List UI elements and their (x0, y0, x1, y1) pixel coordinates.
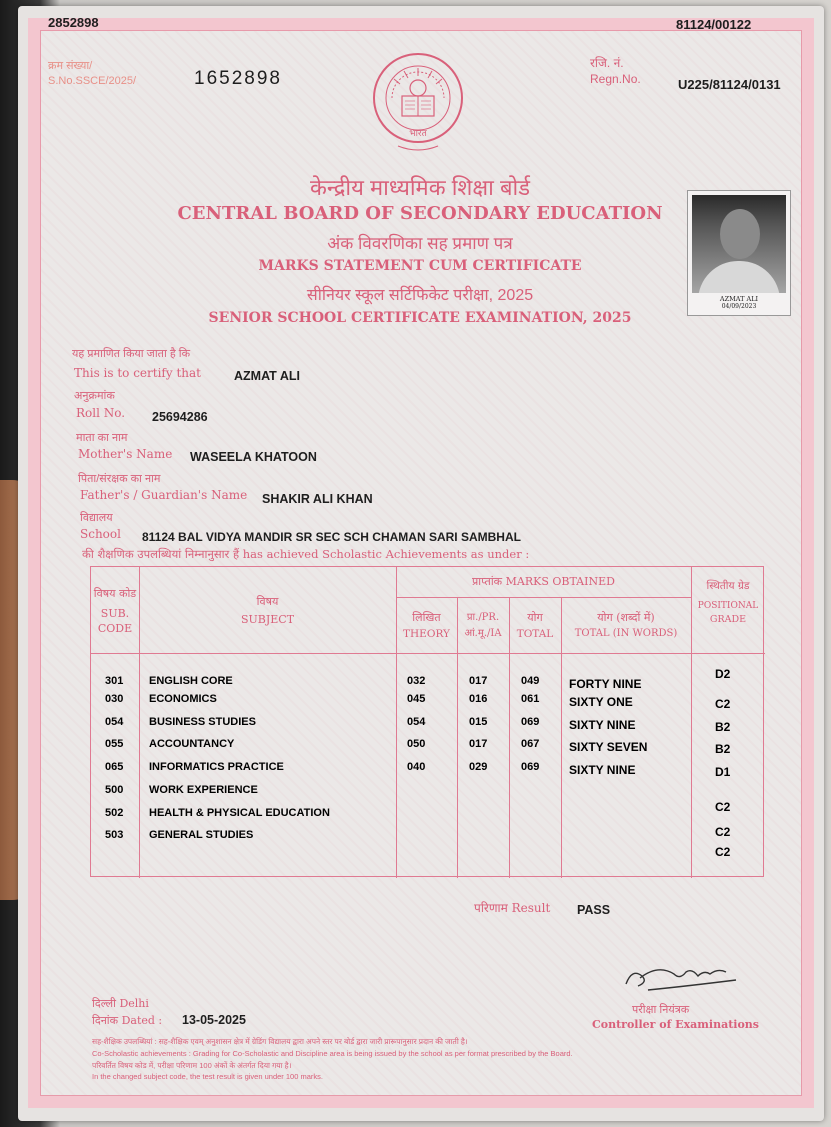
cell-code: 054 (105, 716, 124, 728)
cell-words: FORTY NINE (569, 677, 642, 691)
candidate-name: AZMAT ALI (234, 369, 300, 383)
th-subject-en: SUBJECT (240, 613, 295, 626)
cell-subject: HEALTH & PHYSICAL EDUCATION (149, 807, 330, 819)
cell-theory: 040 (407, 761, 426, 773)
controller-label-en: Controller of Examinations (592, 1018, 759, 1031)
th-theory-hi: लिखित (412, 611, 441, 624)
certify-label-hi: यह प्रमाणित किया जाता है कि (72, 348, 191, 360)
cell-grade: C2 (715, 825, 731, 839)
cell-code: 301 (105, 675, 124, 687)
cell-subject: WORK EXPERIENCE (149, 784, 258, 796)
candidate-photo (687, 190, 791, 316)
th-code-en2: CODE (97, 622, 133, 635)
roll-label-hi: अनुक्रमांक (74, 390, 115, 402)
th-code-en1: SUB. (100, 607, 130, 620)
cell-words: SIXTY ONE (569, 695, 633, 709)
mother-label-hi: माता का नाम (76, 432, 128, 444)
serial-label-en: S.No.SSCE/2025/ (48, 75, 137, 87)
statement-title-hi: अंक विवरणिका सह प्रमाण पत्र (327, 234, 513, 253)
top-left-number: 2852898 (48, 15, 99, 30)
cell-grade: D2 (715, 667, 731, 681)
place-label: दिल्ली Delhi (92, 997, 149, 1010)
school-label-hi: विद्यालय (80, 512, 113, 524)
th-theory-en: THEORY (403, 628, 450, 640)
school-label-en: School (80, 527, 121, 541)
cell-grade: B2 (715, 720, 731, 734)
issue-date: 13-05-2025 (182, 1013, 246, 1027)
cell-total: 061 (521, 693, 540, 705)
father-name: SHAKIR ALI KHAN (262, 492, 373, 506)
cell-theory: 032 (407, 675, 426, 687)
cell-subject: ENGLISH CORE (149, 675, 233, 687)
th-marks-obtained: प्राप्तांक MARKS OBTAINED (472, 575, 615, 588)
controller-label-hi: परीक्षा नियंत्रक (632, 1004, 690, 1016)
cell-code: 065 (105, 761, 124, 773)
cell-theory: 054 (407, 716, 426, 728)
mother-label-en: Mother's Name (78, 447, 173, 461)
cell-prac: 017 (469, 738, 488, 750)
serial-label-hi: क्रम संख्या/ (48, 60, 93, 72)
cell-theory: 050 (407, 738, 426, 750)
photo-caption-date: 04/09/2023 (721, 303, 757, 310)
footer-note-1: सह-शैक्षिक उपलब्धियां : सह-शैक्षिक एवम् अनुशासन क्षेत्र में ग्रेडिंग विद्यालय द्वारा अपने स्तर पर बोर्ड द्वारा जारी प्रारूपानुसार प्रदान की जाती है। (92, 1037, 468, 1046)
cell-subject: INFORMATICS PRACTICE (149, 761, 284, 773)
statement-title-en: MARKS STATEMENT CUM CERTIFICATE (258, 258, 582, 274)
cell-total: 069 (521, 716, 540, 728)
cell-grade: D1 (715, 765, 731, 779)
cell-total: 049 (521, 675, 540, 687)
th-practical-hi: प्रा./PR. (466, 612, 500, 623)
cell-total: 067 (521, 738, 540, 750)
board-name-hi: केन्द्रीय माध्यमिक शिक्षा बोर्ड (310, 175, 530, 200)
cell-prac: 029 (469, 761, 488, 773)
cell-code: 502 (105, 807, 124, 819)
cell-code: 030 (105, 693, 124, 705)
th-subject-hi: विषय (256, 595, 279, 608)
father-label-en: Father's / Guardian's Name (80, 488, 248, 502)
cell-prac: 016 (469, 693, 488, 705)
cell-subject: GENERAL STUDIES (149, 829, 254, 841)
cell-total: 069 (521, 761, 540, 773)
th-grade-en1: POSITIONAL (697, 601, 759, 611)
footer-note-2: Co-Scholastic achievements : Grading for Co-Scholastic and Discipline area is being issued by the school as per format prescribed by the Board. (92, 1049, 573, 1058)
regn-label-en: Regn.No. (590, 72, 641, 86)
cell-grade: C2 (715, 697, 731, 711)
footer-note-4: In the changed subject code, the test result is given under 100 marks. (92, 1072, 323, 1081)
top-right-number: 81124/00122 (676, 17, 752, 32)
date-label: दिनांक Dated : (92, 1014, 163, 1027)
roll-label-en: Roll No. (76, 406, 126, 420)
th-words-hi: योग (शब्दों में) (597, 611, 655, 624)
cell-subject: BUSINESS STUDIES (149, 716, 256, 728)
photo-image (692, 195, 786, 293)
certify-label-en: This is to certify that (74, 366, 201, 380)
cell-subject: ACCOUNTANCY (149, 738, 235, 750)
th-code-hi: विषय कोड (93, 587, 137, 600)
regn-label-hi: रजि. नं. (590, 56, 624, 70)
emblem-text: भारत (409, 129, 427, 139)
cell-grade: B2 (715, 742, 731, 756)
cell-prac: 017 (469, 675, 488, 687)
serial-number: 1652898 (194, 68, 282, 89)
th-total-en: TOTAL (516, 628, 554, 640)
th-grade-en2: GRADE (709, 614, 747, 625)
cell-prac: 015 (469, 716, 488, 728)
th-practical-en: आं.मू./IA (464, 628, 502, 639)
board-name-en: CENTRAL BOARD OF SECONDARY EDUCATION (177, 203, 663, 224)
th-grade-hi: स्थितीय ग्रेड (706, 580, 750, 592)
cell-words: SIXTY NINE (569, 718, 636, 732)
cell-grade: C2 (715, 800, 731, 814)
cell-code: 500 (105, 784, 124, 796)
controller-signature-icon (618, 958, 748, 996)
father-label-hi: पिता/संरक्षक का नाम (78, 473, 161, 485)
exam-title-hi: सीनियर स्कूल सर्टिफिकेट परीक्षा, 2025 (306, 287, 534, 304)
school-name: 81124 BAL VIDYA MANDIR SR SEC SCH CHAMAN SARI SAMBHAL (142, 530, 521, 544)
exam-title-en: SENIOR SCHOOL CERTIFICATE EXAMINATION, 2025 (208, 310, 632, 326)
roll-number: 25694286 (152, 410, 208, 424)
mother-name: WASEELA KHATOON (190, 450, 317, 464)
achievements-intro: की शैक्षणिक उपलब्धियां निम्नानुसार हैं has achieved Scholastic Achievements as under : (82, 547, 530, 561)
th-words-en: TOTAL (IN WORDS) (574, 628, 678, 639)
photo-caption-name: AZMAT ALI (719, 295, 759, 303)
cbse-emblem-icon (370, 46, 466, 164)
cell-code: 503 (105, 829, 124, 841)
th-total-hi: योग (527, 611, 543, 624)
result-value: PASS (577, 903, 611, 917)
cell-words: SIXTY SEVEN (569, 740, 648, 754)
cell-subject: ECONOMICS (149, 693, 217, 705)
cell-grade: C2 (715, 845, 731, 859)
regn-number: U225/81124/0131 (678, 77, 781, 92)
cell-theory: 045 (407, 693, 426, 705)
cell-code: 055 (105, 738, 124, 750)
footer-note-3: परिवर्तित विषय कोड में, परीक्षा परिणाम 100 अंकों के अंतर्गत दिया गया है। (92, 1061, 292, 1070)
result-label: परिणाम Result (474, 901, 551, 915)
marks-table (90, 566, 764, 877)
cell-words: SIXTY NINE (569, 763, 636, 777)
